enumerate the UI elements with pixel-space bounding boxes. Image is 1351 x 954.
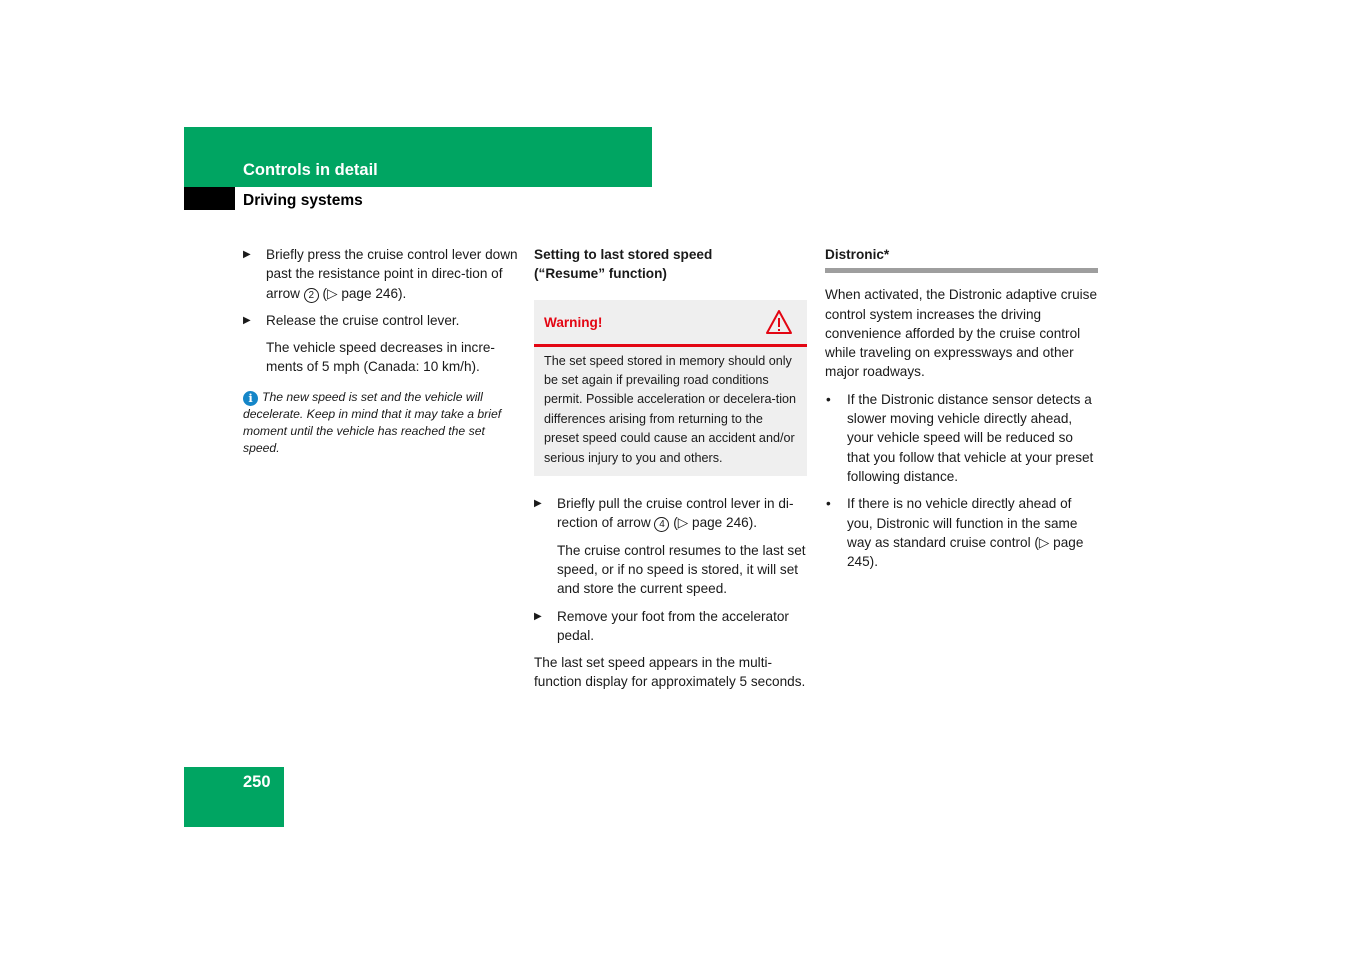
page-number: 250 (243, 773, 271, 791)
page-reference-link[interactable]: (▷ page 246). (318, 285, 407, 301)
warning-text: The set speed stored in memory should only be set again if prevailing road conditions permit. Possible acceleration or decelera-tion differences arising from returning to the preset speed could cause an accident and/or serious injury to you and others. (544, 353, 796, 465)
section-title: Controls in detail (243, 161, 378, 179)
arrow-number-badge: 4 (654, 517, 669, 532)
bullet-dot-icon: • (826, 391, 831, 407)
column-left (243, 245, 519, 457)
step-arrow-icon: ▶ (243, 249, 251, 260)
warning-triangle-icon (765, 309, 793, 335)
bullet-item: • If there is no vehicle directly ahead of you, Distronic will function in the same way as standard cruise control (▷ page 245). (826, 496, 1084, 570)
info-note: i The new speed is set and the vehicle will decelerate. Keep in mind that it may take a brief moment until the vehicle has reached the set speed. (243, 389, 502, 456)
step-arrow-icon: ▶ (243, 314, 251, 326)
instruction-step: ▶ Briefly pull the cruise control lever in di-rection of arrow 4 (▷ page 246). (534, 496, 794, 531)
warning-box (534, 300, 807, 476)
step-arrow-icon: ▶ (534, 610, 542, 622)
step-result: The cruise control resumes to the last set speed, or if no speed is stored, it will set and store the current speed. (557, 542, 806, 597)
warning-header (534, 300, 807, 347)
heading-rule (825, 268, 1098, 273)
step-result: The vehicle speed decreases in incre-ments of 5 mph (Canada: 10 km/h). (266, 340, 495, 375)
resume-heading: Setting to last stored speed (“Resume” function) (534, 247, 713, 282)
instruction-step: ▶ Remove your foot from the accelerator pedal. (534, 608, 789, 643)
warning-label: Warning! (544, 314, 603, 330)
arrow-number-badge: 2 (304, 288, 319, 303)
subsection-title: Driving systems (243, 192, 363, 209)
instruction-step: ▶ Release the cruise control lever. (243, 311, 519, 330)
intro-paragraph: When activated, the Distronic adaptive cruise control system increases the driving convenience afforded by the cruise control while traveling on expressways and other major roadways. (825, 287, 1098, 380)
step-arrow-icon: ▶ (534, 498, 542, 510)
section-tab-marker (184, 187, 235, 210)
info-icon: i (243, 391, 258, 406)
bullet-item: • If the Distronic distance sensor detects a slower moving vehicle directly ahead, your vehicle speed will be reduced so that you follow that vehicle at your preset following distance. (826, 391, 1094, 484)
closing-paragraph: The last set speed appears in the multi-function display for approximately 5 seconds. (534, 655, 806, 690)
column-middle (534, 245, 807, 700)
bullet-dot-icon: • (826, 496, 831, 512)
distronic-heading: Distronic* (825, 247, 890, 262)
instruction-step: ▶ Briefly press the cruise control lever down past the resistance point in direc-tion of arrow 2 (▷ page 246). (243, 247, 518, 301)
page-reference-link[interactable]: (▷ page 246). (669, 515, 758, 531)
column-right (825, 245, 1098, 579)
